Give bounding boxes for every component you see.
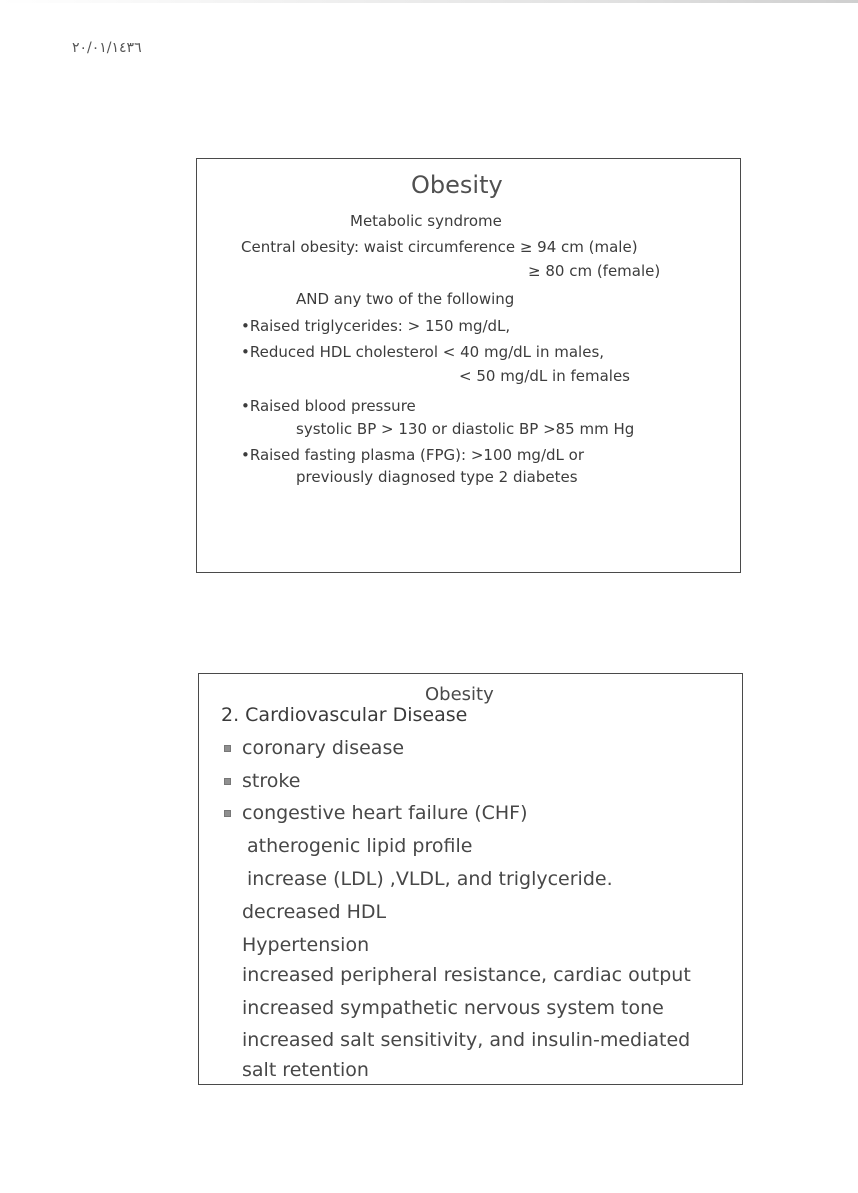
- fpg-detail: previously diagnosed type 2 diabetes: [296, 468, 578, 486]
- text-line: Hypertension: [242, 934, 370, 956]
- central-obesity-male: Central obesity: waist circumference ≥ 94 cm (male): [241, 238, 638, 256]
- text-line: salt retention: [242, 1059, 369, 1081]
- slide-title: Obesity: [411, 171, 503, 199]
- square-bullet-icon: [224, 778, 231, 785]
- text-line: increased peripheral resistance, cardiac output: [242, 964, 691, 986]
- page-top-edge: [0, 0, 858, 3]
- text-line: increased sympathetic nervous system tone: [242, 997, 664, 1019]
- bullet-item: congestive heart failure (CHF): [242, 802, 528, 824]
- square-bullet-icon: [224, 810, 231, 817]
- text-line: atherogenic lipid profile: [247, 835, 473, 857]
- text-line: decreased HDL: [242, 901, 387, 923]
- slide-heading: 2. Cardiovascular Disease: [221, 704, 468, 726]
- square-bullet-icon: [224, 745, 231, 752]
- bullet-item: coronary disease: [242, 737, 405, 759]
- central-obesity-female: ≥ 80 cm (female): [528, 262, 661, 280]
- handwritten-date: ٢٠/٠١/١٤٣٦: [72, 40, 142, 56]
- bullet-item: stroke: [242, 770, 301, 792]
- hdl-male-criterion: •Reduced HDL cholesterol < 40 mg/dL in males,: [241, 343, 605, 361]
- hdl-female-criterion: < 50 mg/dL in females: [459, 367, 630, 385]
- text-line: increased salt sensitivity, and insulin-mediated: [242, 1029, 691, 1051]
- blood-pressure-detail: systolic BP > 130 or diastolic BP >85 mm Hg: [296, 420, 635, 438]
- fpg-criterion: •Raised fasting plasma (FPG): >100 mg/dL or: [241, 446, 585, 464]
- slide-cardiovascular-disease: [198, 673, 743, 1085]
- and-clause: AND any two of the following: [296, 290, 515, 308]
- blood-pressure-criterion: •Raised blood pressure: [241, 397, 416, 415]
- triglycerides-criterion: •Raised triglycerides: > 150 mg/dL,: [241, 317, 511, 335]
- text-line: increase (LDL) ,VLDL, and triglyceride.: [247, 868, 613, 890]
- slide-title: Obesity: [425, 684, 494, 705]
- slide-metabolic-syndrome: [196, 158, 741, 573]
- slide-subtitle: Metabolic syndrome: [350, 212, 502, 230]
